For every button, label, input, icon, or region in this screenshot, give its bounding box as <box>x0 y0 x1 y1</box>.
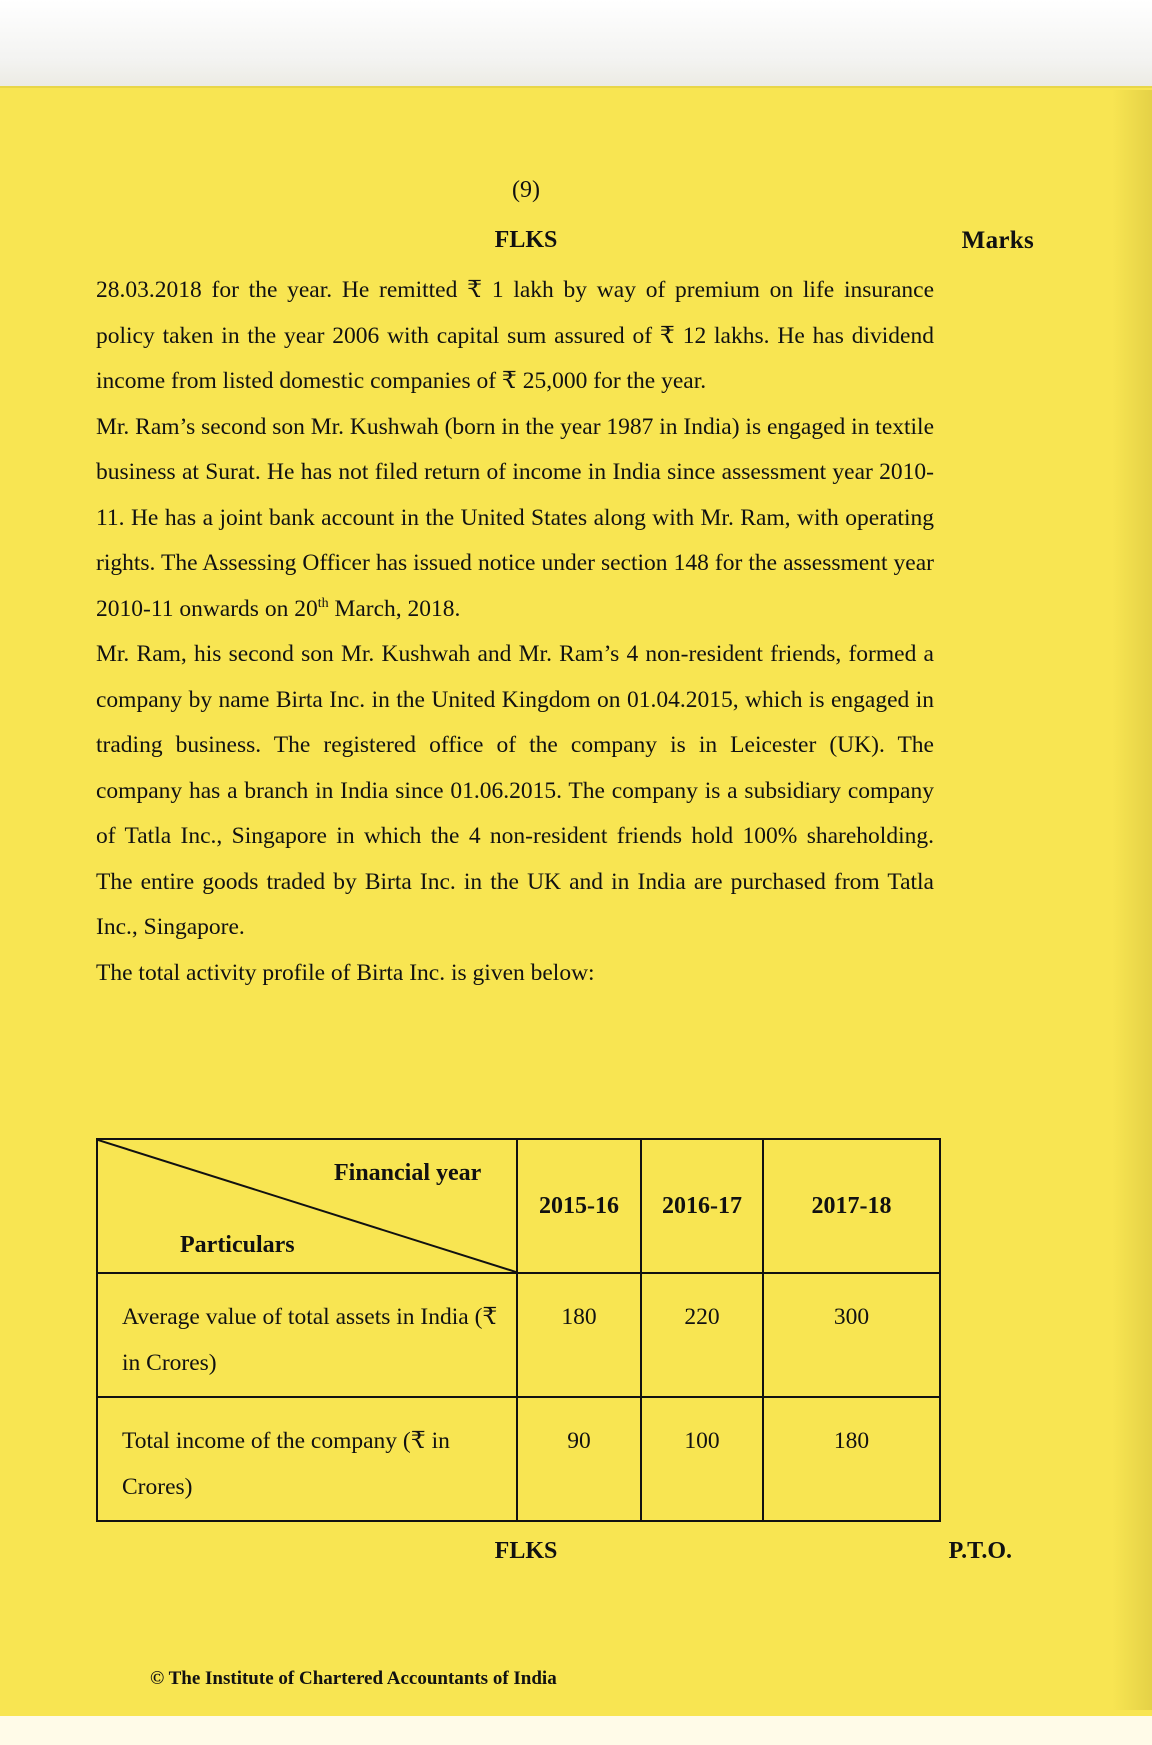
scan-top-margin <box>0 0 1152 86</box>
paper-code-footer: FLKS <box>494 1538 558 1564</box>
paper-code-header: FLKS <box>494 227 558 253</box>
paragraph-kushwah-date-end: March, 2018. <box>328 595 461 622</box>
please-turn-over: P.T.O. <box>948 1538 1012 1564</box>
copyright-notice: © The Institute of Chartered Accountants of India <box>150 1668 557 1689</box>
activity-profile-table <box>96 1138 941 1522</box>
row-label: Total income of the company (₹ in Crores) <box>97 1397 517 1521</box>
marks-column-label: Marks <box>961 227 1034 254</box>
diagonal-header-cell <box>97 1139 517 1273</box>
table-cell: 220 <box>641 1273 763 1397</box>
paragraph-kushwah <box>96 405 934 633</box>
scan-bottom-margin <box>0 1716 1152 1745</box>
paper-shadow-edge <box>1112 90 1152 1710</box>
table-row <box>97 1273 940 1397</box>
paragraph-birta-inc: Mr. Ram, his second son Mr. Kushwah and Mr. Ram’s 4 non-resident friends, formed a company by name Birta Inc. in the United Kingdom on 01.04.2015, which is engaged in trading business. The registered office of the company is in Leicester (UK). The company has a branch in India since 01.06.2015. The company is a subsidiary company of Tatla Inc., Singapore in which the 4 non-resident friends hold 100% shareholding. The entire goods traded by Birta Inc. in the UK and in India are purchased from Tatla Inc., Singapore. <box>96 641 934 940</box>
row-label: Average value of total assets in India (₹ in Crores) <box>97 1273 517 1397</box>
ordinal-suffix: th <box>317 595 329 611</box>
year-column-header: 2015-16 <box>517 1139 641 1273</box>
table-cell: 180 <box>517 1273 641 1397</box>
paragraph-premium-dividend: 28.03.2018 for the year. He remitted ₹ 1 lakh by way of premium on life insurance policy taken in the year 2006 with capital sum assured of ₹ 12 lakhs. He has dividend income from listed domestic companies of ₹ 25,000 for the year. <box>96 277 934 394</box>
table-header-row <box>97 1139 940 1273</box>
paragraph-kushwah-text: Mr. Ram’s second son Mr. Kushwah (born in the year 1987 in India) is engaged in textile business at Surat. He has not filed return of income in India since assessment year 2010-11. He has a joint bank account in the United States along with Mr. Ram, with operating rights. The Assessing Officer has issued notice under section 148 for the assessment year 2010-11 onwards on 20 <box>96 413 935 622</box>
table-row <box>97 1397 940 1521</box>
page-number: (9) <box>512 177 540 203</box>
header-particulars: Particulars <box>180 1232 295 1258</box>
table-cell: 90 <box>517 1397 641 1521</box>
paragraph-table-intro: The total activity profile of Birta Inc. is given below: <box>96 959 595 986</box>
table-cell: 100 <box>641 1397 763 1521</box>
question-body <box>96 268 934 996</box>
year-column-header: 2017-18 <box>763 1139 940 1273</box>
header-financial-year: Financial year <box>334 1160 482 1186</box>
year-column-header: 2016-17 <box>641 1139 763 1273</box>
table-cell: 300 <box>763 1273 940 1397</box>
table-cell: 180 <box>763 1397 940 1521</box>
